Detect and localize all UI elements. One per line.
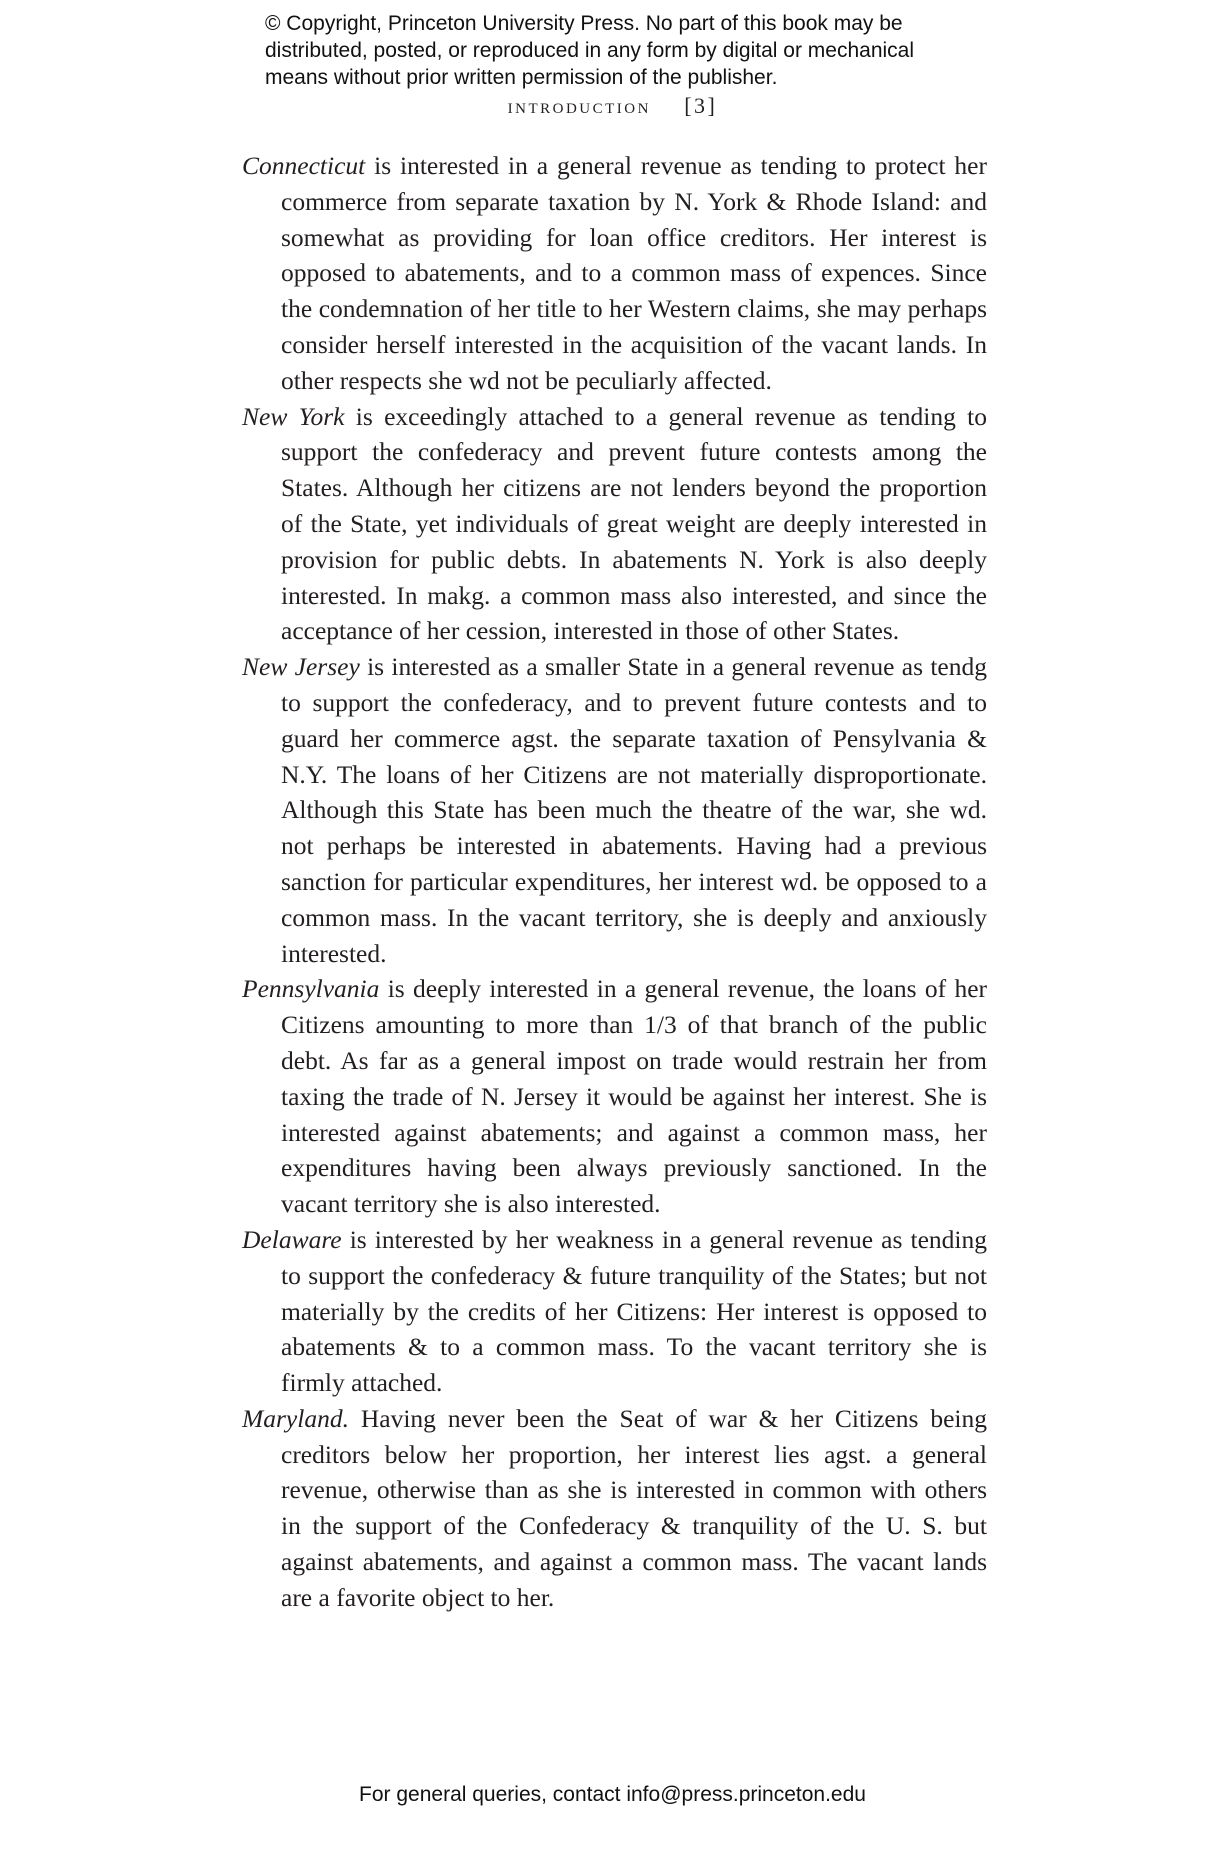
state-entry-new-york [242, 399, 987, 650]
state-name: New York [242, 401, 345, 431]
running-head-title: introduction [507, 93, 651, 118]
state-name: Maryland. [242, 1403, 349, 1433]
body-text [242, 148, 987, 1616]
copyright-line: distributed, posted, or reproduced in any form by digital or mechanical [265, 39, 915, 62]
state-name: Pennsylvania [242, 974, 380, 1004]
state-description: is exceedingly attached to a general revenue as tending to support the confederacy and prevent future contests among the States. Although her citizens are not lenders beyond the proportion of the State, yet individuals of great weight are deeply interested in provision for public debts. In abatements N. York is also deeply interested. In makg. a common mass also interested, and since the acceptance of her cession, interested in those of other States. [281, 401, 987, 646]
copyright-notice [265, 10, 985, 91]
state-entry-new-jersey [242, 649, 987, 971]
state-entry-maryland [242, 1401, 987, 1616]
running-head [0, 93, 1225, 119]
state-description: is interested by her weakness in a general revenue as tending to support the confederacy & future tranquility of the States; but not materially by the credits of her Citizens: Her interest is opposed to abatements & to a common mass. To the vacant territory she is firmly attached. [281, 1224, 987, 1398]
copyright-line: means without prior written permission of the publisher. [265, 66, 778, 89]
footer-contact: For general queries, contact info@press.princeton.edu [359, 1783, 866, 1806]
state-name: New Jersey [242, 652, 360, 682]
state-name: Delaware [242, 1224, 342, 1254]
state-entry-delaware [242, 1222, 987, 1401]
state-entry-pennsylvania [242, 971, 987, 1222]
state-description: is interested as a smaller State in a general revenue as tendg to support the confederacy, and to prevent future contests and to guard her commerce agst. the separate taxation of Pensylvania & N.Y. The loans of her Citizens are not materially disproportionate. Although this State has been much the theatre of the war, she wd. not perhaps be interested in abatements. Having had a previous sanction for particular expenditures, her interest wd. be opposed to a common mass. In the vacant territory, she is deeply and anxiously interested. [281, 652, 987, 968]
copyright-line: © Copyright, Princeton University Press. No part of this book may be [265, 12, 903, 35]
state-description: is interested in a general revenue as tending to protect her commerce from separate taxation by N. York & Rhode Island: and somewhat as providing for loan office creditors. Her interest is opposed to abatements, and to a common mass of expences. Since the condemnation of her title to her Western claims, she may perhaps consider herself interested in the acquisition of the vacant lands. In other respects she wd not be peculiarly affected. [281, 151, 987, 395]
state-entry-connecticut [242, 148, 987, 399]
state-description: is deeply interested in a general revenue, the loans of her Citizens amounting to more than 1/3 of that branch of the public debt. As far as a general impost on trade would restrain her from taxing the trade of N. Jersey it would be against her interest. She is interested against abatements; and against a common mass, her expenditures having been always previously sanctioned. In the vacant territory she is also interested. [281, 974, 987, 1219]
state-name: Connecticut [242, 151, 366, 180]
page-number: [3] [684, 93, 718, 118]
state-description: Having never been the Seat of war & her Citizens being creditors below her proportion, her interest lies agst. a general revenue, otherwise than as she is interested in common with others in the support of the Confederacy & tranquility of the U. S. but against abatements, and against a common mass. The vacant lands are a favorite object to her. [281, 1403, 987, 1612]
